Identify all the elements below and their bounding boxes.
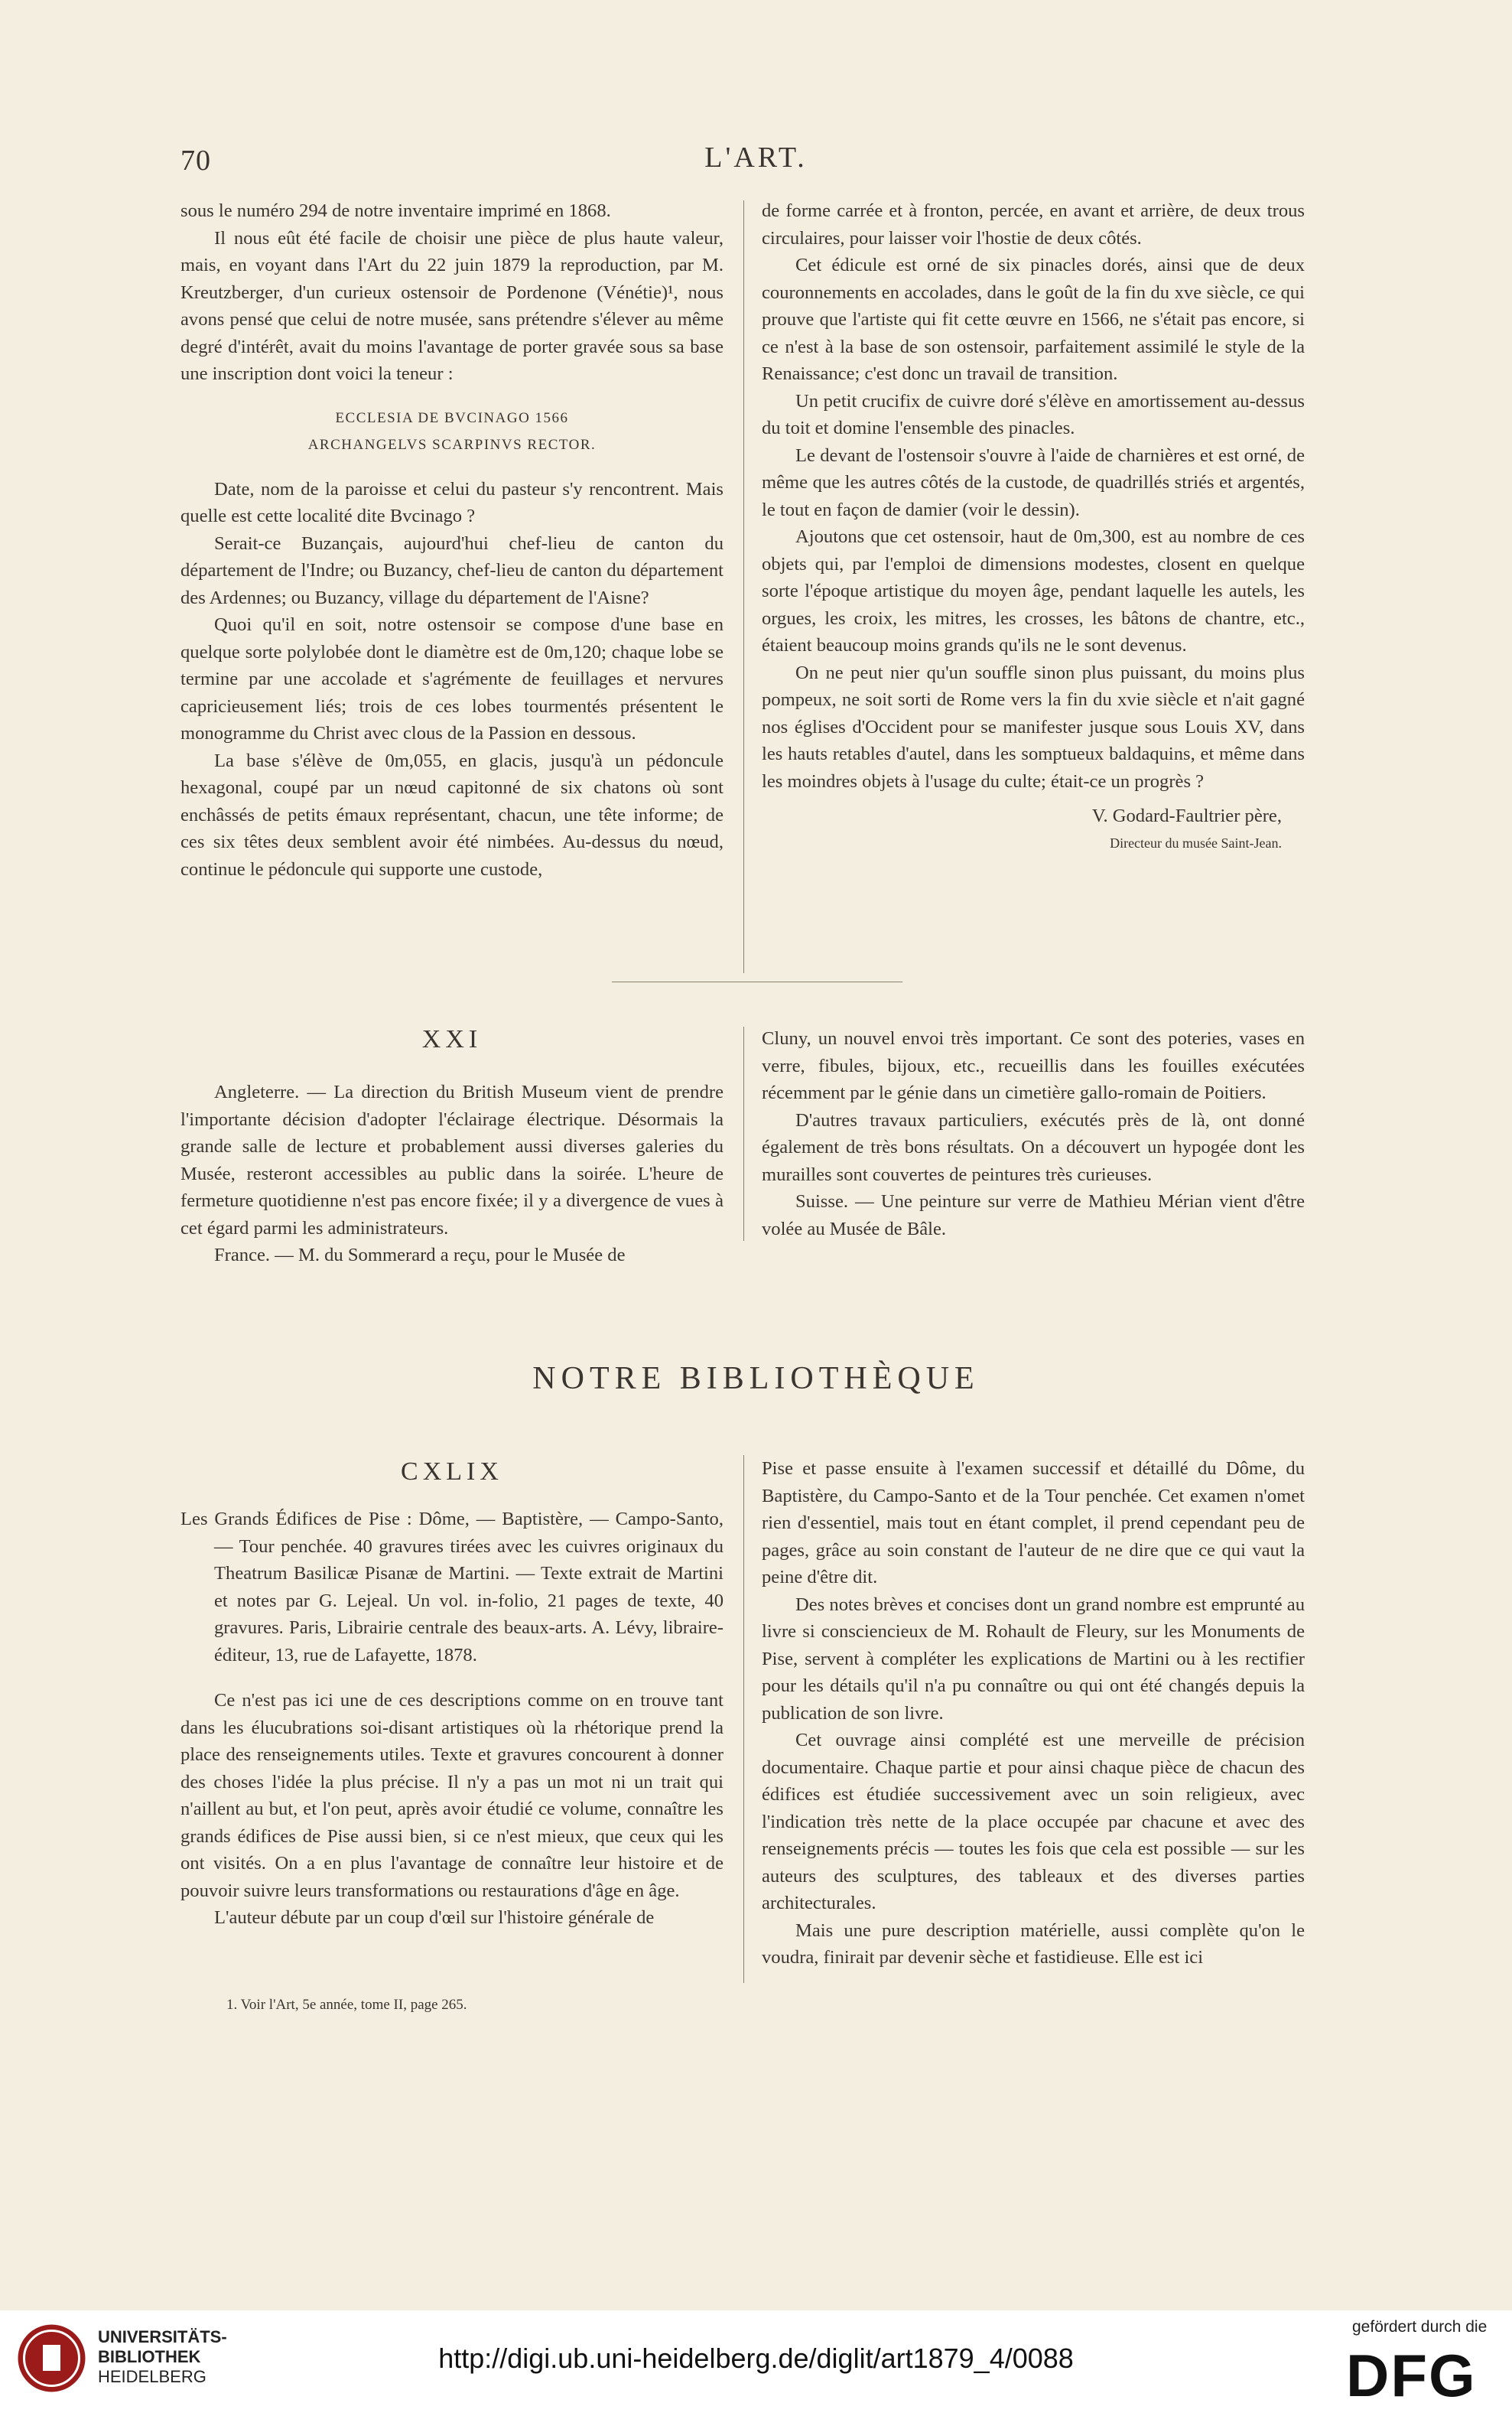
paragraph: Angleterre. — La direction du British Museum vient de prendre l'importante décision d'adopter l'éclairage électrique. Désormais la grande salle de lecture et probablement aussi diverses galeries du Musée, resteront accessibles au public dans la soirée. L'heure de fermeture quotidienne n'est pas encore fixée; il y a divergence de vues à cet égard parmi les administrateurs.	[180, 1082, 723, 1239]
xxi-right-paragraphs	[762, 1025, 1305, 1242]
cxlix-right-column	[762, 1455, 1305, 1972]
cxlix-left-paragraphs	[180, 1687, 723, 1932]
signature-role: Directeur du musée Saint-Jean.	[1110, 835, 1282, 851]
paragraph: On ne peut nier qu'un souffle sinon plus puissant, du moins plus pompeux, ne soit sorti de Rome vers la fin du xvie siècle et n'ait gagné nos églises d'Occident pour se manifester jusque sous Louis XV, dans les hauts retables d'autel, dans les somptueux baldaquins, et même dans les moindres objets à l'usage du culte; était-ce un progrès ?	[762, 662, 1305, 792]
running-title: L'ART.	[704, 142, 808, 174]
top-right-paragraphs	[762, 197, 1305, 795]
paragraph: La base s'élève de 0m,055, en glacis, jusqu'à un pédoncule hexagonal, coupé par un nœud capitonné de six chatons où sont enchâssés de petits émaux représentant, chacun, une tête informe; de ces six têtes deux semblent avoir été nimbées. Au-dessus du nœud, continue le pédoncule qui supporte une custode,	[180, 750, 723, 880]
notre-bibliotheque-heading: NOTRE BIBLIOTHÈQUE	[532, 1361, 980, 1396]
paragraph: Quoi qu'il en soit, notre ostensoir se compose d'une base en quelque sorte polylobée dont le diamètre est de 0m,120; chaque lobe se termine par une accolade et s'agrémente de feuillages et nervures capricieusement liés; trois de ces lobes tourmentés présentent le monogramme du Christ avec clous de la Passion en dessous.	[180, 614, 723, 744]
xxi-left-paragraphs	[180, 1079, 723, 1269]
xxi-right-column	[762, 1025, 1305, 1242]
cxlix-left-column	[180, 1506, 723, 1932]
source-url-link[interactable]: http://digi.ub.uni-heidelberg.de/diglit/art1879_4/0088	[438, 2343, 1074, 2374]
paragraph: sous le numéro 294 de notre inventaire imprimé en 1868.	[180, 200, 611, 221]
paragraph: Des notes brèves et concises dont un grand nombre est emprunté au livre si consciencieux de M. Rohault de Fleury, sur les Monuments de Pise, servent à compléter les explications de Martini ou à les rectifier pour les détails qu'il n'a pu connaître ou qui ont été changés depuis la publication de son livre.	[762, 1594, 1305, 1724]
cxlix-right-paragraphs	[762, 1455, 1305, 1972]
inscription-line-1: ECCLESIA DE BVCINAGO 1566	[335, 409, 569, 426]
paragraph: Suisse. — Une peinture sur verre de Mathieu Mérian vient d'être volée au Musée de Bâle.	[762, 1191, 1305, 1239]
paragraph: Un petit crucifix de cuivre doré s'élève en amortissement au-dessus du toit et domine l'ensemble des pinacles.	[762, 390, 1305, 438]
top-left-column	[180, 197, 723, 883]
paragraph: de forme carrée et à fronton, percée, en avant et arrière, de deux trous circulaires, pour laisser voir l'hostie de deux côtés.	[762, 200, 1305, 249]
paragraph: Pise et passe ensuite à l'examen successif et détaillé du Dôme, du Baptistère, du Campo-Santo et de la Tour penchée. Cet examen n'omet rien d'essentiel, mais tout en étant complet, il prend cependant peu de pages, grâce au soin constant de l'auteur de ne dire que ce qui vaut la peine d'être dit.	[762, 1458, 1305, 1587]
paragraph: Ce n'est pas ici une de ces descriptions comme on en trouve tant dans les élucubrations soi-disant artistiques où la rhétorique prend la place des renseignements utiles. Texte et gravures concourent à donner des choses l'idée la plus précise. Il n'y a pas un mot ni un trait qui n'aillent au but, et l'on peut, après avoir étudié ce volume, connaître les grands édifices de Pise aussi bien, si ce n'est mieux, que ceux qui les ont visités. On a en plus l'avantage de connaître leur histoire et de pouvoir suivre leurs transformations ou restaurations d'âge en âge.	[180, 1690, 723, 1901]
inscription-line-2: ARCHANGELVS SCARPINVS RECTOR.	[307, 437, 597, 453]
section-xxi-heading: XXI	[421, 1025, 483, 1053]
uni-line-1: UNIVERSITÄTS-	[98, 2327, 227, 2346]
paragraph: Ajoutons que cet ostensoir, haut de 0m,300, est au nombre de ces objets qui, par l'emploi de dimensions modestes, closent en quelque sorte l'époque artistique du moyen âge, pendant laquelle les autels, les orgues, les croix, les mitres, les crosses, les bâtons de chantre, etc., étaient beaucoup moins grands qu'ils ne le sont devenus.	[762, 526, 1305, 656]
uni-line-3: HEIDELBERG	[98, 2367, 206, 2386]
paragraph: D'autres travaux particuliers, exécutés près de là, ont donné également de très bons résultats. On a découvert un hypogée dont les murailles sont couvertes de peintures très curieuses.	[762, 1109, 1305, 1185]
funded-by-label: gefördert durch die	[1352, 2318, 1488, 2336]
paragraph: L'auteur débute par un coup d'œil sur l'histoire générale de	[214, 1907, 655, 1928]
top-left-paragraphs	[180, 197, 723, 388]
paragraph: Mais une pure description matérielle, aussi complète qu'on le voudra, finirait par devenir sèche et fastidieuse. Elle est ici	[762, 1919, 1305, 1968]
paragraph: Il nous eût été facile de choisir une pièce de plus haute valeur, mais, en voyant dans l'Art du 22 juin 1879 la reproduction, par M. Kreutzberger, d'un curieux ostensoir de Pordenone (Vénétie)¹, nous avons pensé que celui de notre musée, sans prétendre s'élever au même degré d'intérêt, avait du moins l'avantage de porter gravée sous sa base une inscription dont voici la teneur :	[180, 227, 723, 384]
dfg-logo: DFG	[1346, 2342, 1477, 2409]
page-number: 70	[180, 145, 211, 177]
xxi-left-column	[180, 1079, 723, 1269]
footnote: 1. Voir l'Art, 5e année, tome II, page 265.	[226, 1997, 467, 2013]
paragraph: Le devant de l'ostensoir s'ouvre à l'aide de charnières et est orné, de même que les autres côtés de la custode, de quadrillés striés et argentés, le tout en façon de damier (voir le dessin).	[762, 444, 1305, 520]
paragraph: France. — M. du Sommerard a reçu, pour le Musée de	[214, 1245, 626, 1265]
paragraph: Date, nom de la paroisse et celui du pasteur s'y rencontrent. Mais quelle est cette localité dite Bvcinago ?	[180, 478, 723, 526]
paragraph: Cet ouvrage ainsi complété est une merveille de précision documentaire. Chaque partie et pour ainsi chaque pièce de chacun des édifices est étudiée successivement avec un soin religieux, avec l'indication très nette de la place occupée par chacune et avec des renseignements précis — toutes les fois que cela est possible — sur les auteurs des sculptures, des tableaux et des diverses parties architecturales.	[762, 1730, 1305, 1913]
signature-name: V. Godard-Faultrier père,	[1091, 806, 1282, 826]
paragraph: Cet édicule est orné de six pinacles dorés, ainsi que de deux couronnements en accolades, dans le goût de la fin du xve siècle, ce qui prouve que l'artiste qui fit cette œuvre en 1566, ne s'était pas encore, si ce n'est à la base de son ostensoir, parfaitement assimilé le style de la Renaissance; c'est donc un travail de transition.	[762, 255, 1305, 384]
top-right-column	[762, 197, 1305, 857]
column-divider-top	[743, 200, 744, 973]
bibliography-entry: Les Grands Édifices de Pise : Dôme, — Baptistère, — Campo-Santo, — Tour penchée. 40 gravures tirées avec les cuivres originaux du Theatrum Basilicæ Pisanæ de Martini. — Texte extrait de Martini et notes par G. Lejeal. Un vol. in-folio, 21 pages de texte, 40 gravures. Paris, Librairie centrale des beaux-arts. A. Lévy, libraire-éditeur, 13, rue de Lafayette, 1878.	[180, 1509, 723, 1665]
uni-line-2: BIBLIOTHEK	[98, 2347, 201, 2366]
paragraph: Serait-ce Buzançais, aujourd'hui chef-lieu de canton du département de l'Indre; ou Buzancy, chef-lieu de canton du département des Ardennes; ou Buzancy, village du département de l'Aisne?	[180, 532, 723, 608]
paragraph: Cluny, un nouvel envoi très important. Ce sont des poteries, vases en verre, fibules, bijoux, etc., recueillis dans les fouilles exécutées récemment par le génie dans un cimetière gallo-romain de Poitiers.	[762, 1028, 1305, 1103]
column-divider-cxlix	[743, 1455, 744, 1983]
column-divider-xxi	[743, 1027, 744, 1241]
section-cxlix-heading: CXLIX	[401, 1457, 503, 1486]
top-left-paragraphs-2	[180, 476, 723, 884]
